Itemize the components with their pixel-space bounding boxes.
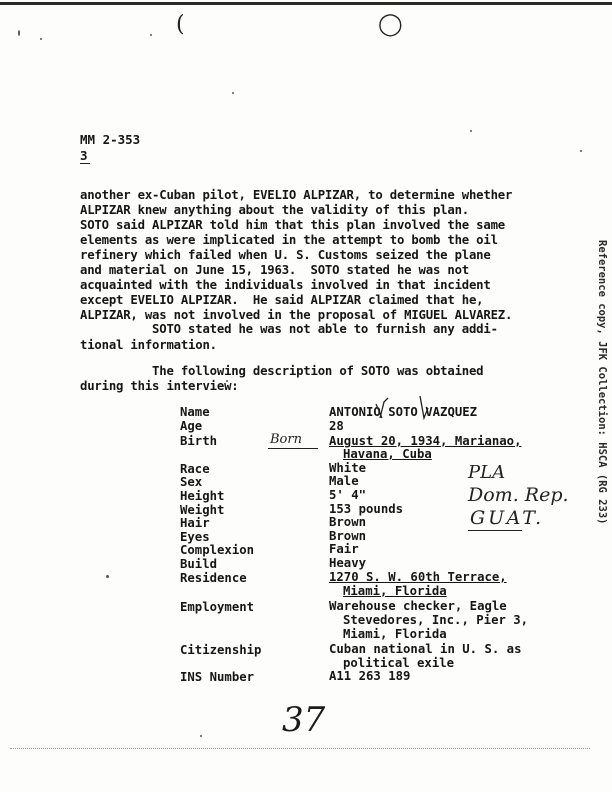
value-hair: Brown xyxy=(329,515,367,529)
page-indicator: 3 xyxy=(80,148,90,164)
value-race: White xyxy=(329,461,367,475)
label-complexion: Complexion xyxy=(180,543,255,557)
handwritten-underline xyxy=(468,530,522,531)
body-line: acquainted with the individuals involved in that incident xyxy=(80,278,491,292)
handwritten-pla: PLA xyxy=(468,462,506,483)
scan-speck xyxy=(232,92,234,94)
body-line: ALPIZAR knew anything about the validity of this plan. xyxy=(80,203,469,217)
value-ins-number: A11 263 189 xyxy=(329,669,411,683)
handwritten-name-brackets xyxy=(368,394,438,424)
value-eyes: Brown xyxy=(329,529,367,543)
handwritten-page-number: 37 xyxy=(282,700,326,740)
body-line: ALPIZAR, was not involved in the proposal of MIGUEL ALVAREZ. xyxy=(80,308,513,322)
label-ins-number: INS Number xyxy=(180,670,255,684)
label-employment: Employment xyxy=(180,600,255,614)
value-complexion: Fair xyxy=(329,542,359,556)
label-residence: Residence xyxy=(180,571,247,585)
body-line: SOTO stated he was not able to furnish any addi- xyxy=(80,322,498,336)
label-sex: Sex xyxy=(180,475,203,489)
archive-reference-text: Reference copy, JFK Collection: HSCA (RG 233) xyxy=(596,240,608,525)
label-citizenship: Citizenship xyxy=(180,643,262,657)
scan-speck xyxy=(40,38,42,40)
scan-speck xyxy=(200,735,202,737)
file-number: MM 2-353 xyxy=(80,132,141,147)
handwritten-born: Born xyxy=(270,432,302,447)
scan-speck xyxy=(580,150,582,152)
handwritten-dom-rep: Dom. Rep. xyxy=(468,484,569,506)
scan-edge-line xyxy=(0,2,612,5)
body-line: elements as were implicated in the attempt to bomb the oil xyxy=(80,233,498,247)
handwritten-underline xyxy=(268,448,318,449)
scan-speck xyxy=(18,30,20,36)
value-name: ANTONIO SOTO VAZQUEZ xyxy=(329,405,478,419)
value-age: 28 xyxy=(329,419,344,433)
body-line: and material on June 15, 1963. SOTO stated he was not xyxy=(80,263,469,277)
label-name: Name xyxy=(180,405,210,419)
value-sex: Male xyxy=(329,474,359,488)
value-birth-2: Havana, Cuba xyxy=(343,447,432,461)
value-citizenship-2: political exile xyxy=(343,656,455,670)
label-weight: Weight xyxy=(180,503,225,517)
label-age: Age xyxy=(180,419,203,433)
handwritten-guat: GUAT. xyxy=(470,507,545,529)
value-employment-2: Stevedores, Inc., Pier 3, xyxy=(343,613,529,627)
value-birth-1: August 20, 1934, Marianao, xyxy=(329,434,522,448)
label-build: Build xyxy=(180,557,218,571)
body-line: refinery which failed when U. S. Customs seized the plane xyxy=(80,248,491,262)
punch-hole-mark: ( xyxy=(176,12,185,37)
body-line: tional information. xyxy=(80,338,217,352)
value-employment-1: Warehouse checker, Eagle xyxy=(329,599,507,613)
scan-speck xyxy=(150,34,152,36)
scan-speck xyxy=(106,575,109,578)
label-eyes: Eyes xyxy=(180,530,210,544)
body-line: another ex-Cuban pilot, EVELIO ALPIZAR, to determine whether xyxy=(80,188,513,202)
body-line: during this interview: xyxy=(80,379,239,393)
value-residence-2: Miami, Florida xyxy=(343,584,447,598)
label-height: Height xyxy=(180,489,225,503)
archive-reference-stamp xyxy=(596,240,610,580)
scan-speck xyxy=(470,130,472,132)
label-race: Race xyxy=(180,462,210,476)
value-weight: 153 pounds xyxy=(329,502,404,516)
body-line: except EVELIO ALPIZAR. He said ALPIZAR claimed that he, xyxy=(80,293,484,307)
punch-hole-mark: ◯ xyxy=(378,12,403,37)
body-line: The following description of SOTO was obtained xyxy=(80,364,484,378)
value-employment-3: Miami, Florida xyxy=(343,627,447,641)
value-build: Heavy xyxy=(329,556,367,570)
scan-noise-line xyxy=(10,748,590,749)
value-residence-1: 1270 S. W. 60th Terrace, xyxy=(329,570,507,584)
body-line: SOTO said ALPIZAR told him that this plan involved the same xyxy=(80,218,505,232)
value-height: 5' 4" xyxy=(329,488,367,502)
label-hair: Hair xyxy=(180,516,210,530)
label-birth: Birth xyxy=(180,434,218,448)
value-citizenship-1: Cuban national in U. S. as xyxy=(329,642,522,656)
